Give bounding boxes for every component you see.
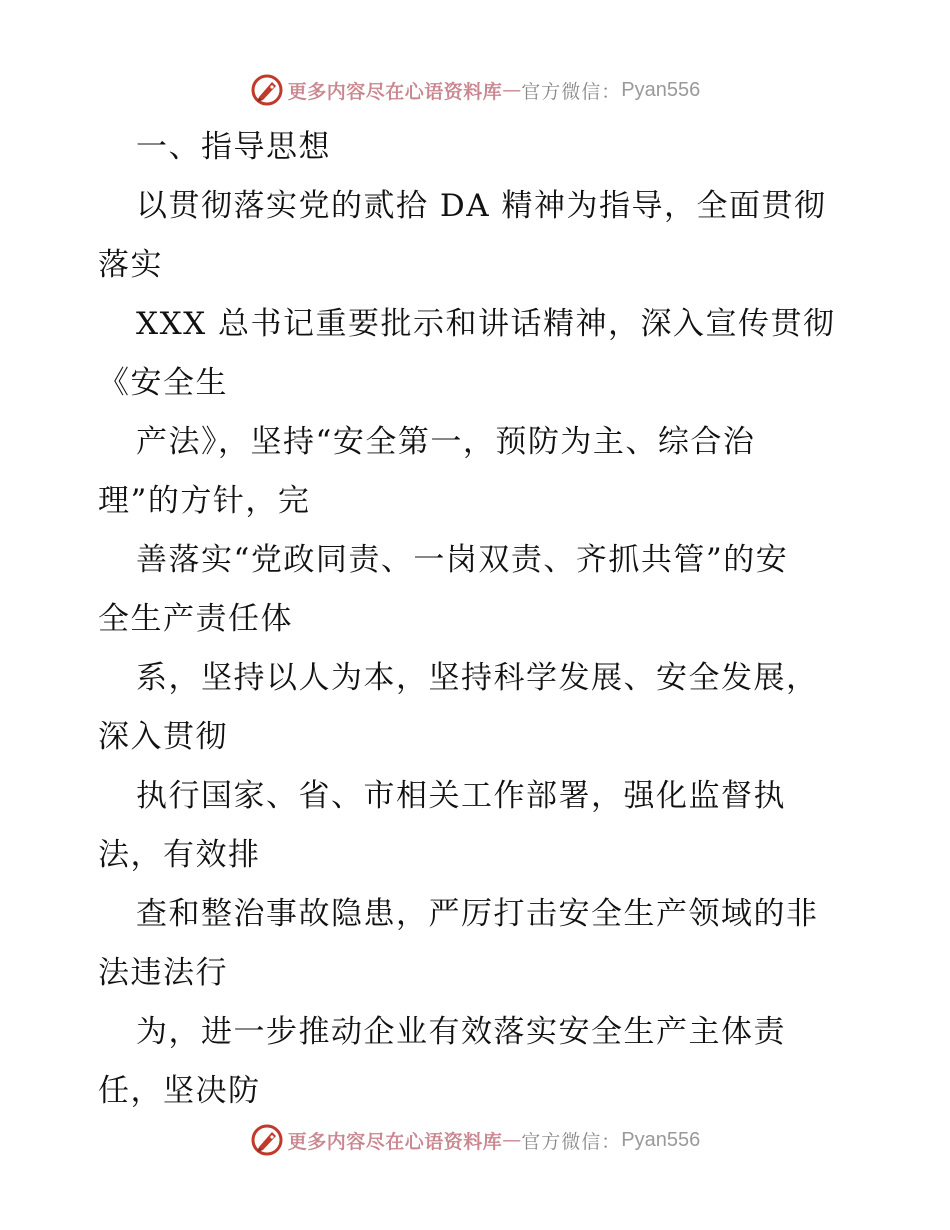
text-line: XXX 总书记重要批示和讲话精神，深入宣传贯彻 — [136, 306, 836, 342]
document-body — [98, 118, 858, 1121]
banner-dash: — — [502, 1129, 522, 1151]
text-line: 为，进一步推动企业有效落实安全生产主体责 — [136, 1014, 786, 1050]
footer-banner — [0, 1120, 950, 1160]
banner-wechat-label: 官方微信： — [521, 80, 622, 103]
banner-wechat-label: 官方微信： — [521, 1130, 622, 1153]
text-line: 落实 — [98, 247, 163, 283]
text-line: 法违法行 — [98, 955, 228, 991]
banner-wechat-id: Pyan556 — [621, 78, 701, 101]
text-line: 查和整治事故隐患，严厉打击安全生产领域的非 — [136, 896, 819, 932]
text-line: 产法》，坚持“安全第一，预防为主、综合治 — [136, 424, 756, 460]
header-banner — [0, 70, 950, 110]
text-line: 理”的方针，完 — [98, 483, 311, 519]
text-line: 一、指导思想 — [136, 129, 331, 165]
text-line: 执行国家、省、市相关工作部署，强化监督执 — [136, 778, 786, 814]
banner-brand: 更多内容尽在心语资料库 — [287, 80, 503, 103]
pen-logo-icon — [250, 1123, 284, 1157]
text-line: 系，坚持以人为本，坚持科学发展、安全发展， — [136, 660, 819, 696]
pen-logo-icon — [250, 73, 284, 107]
text-line: 以贯彻落实党的贰拾 DA 精神为指导，全面贯彻 — [136, 188, 827, 224]
text-line: 《安全生 — [98, 365, 228, 401]
text-line: 法，有效排 — [98, 837, 261, 873]
banner-brand: 更多内容尽在心语资料库 — [287, 1130, 503, 1153]
banner-dash: — — [502, 79, 522, 101]
text-line: 深入贯彻 — [98, 719, 228, 755]
text-line: 任，坚决防 — [98, 1073, 261, 1109]
banner-wechat-id: Pyan556 — [621, 1128, 701, 1151]
text-line: 善落实“党政同责、一岗双责、齐抓共管”的安 — [136, 542, 789, 578]
text-line: 全生产责任体 — [98, 601, 293, 637]
